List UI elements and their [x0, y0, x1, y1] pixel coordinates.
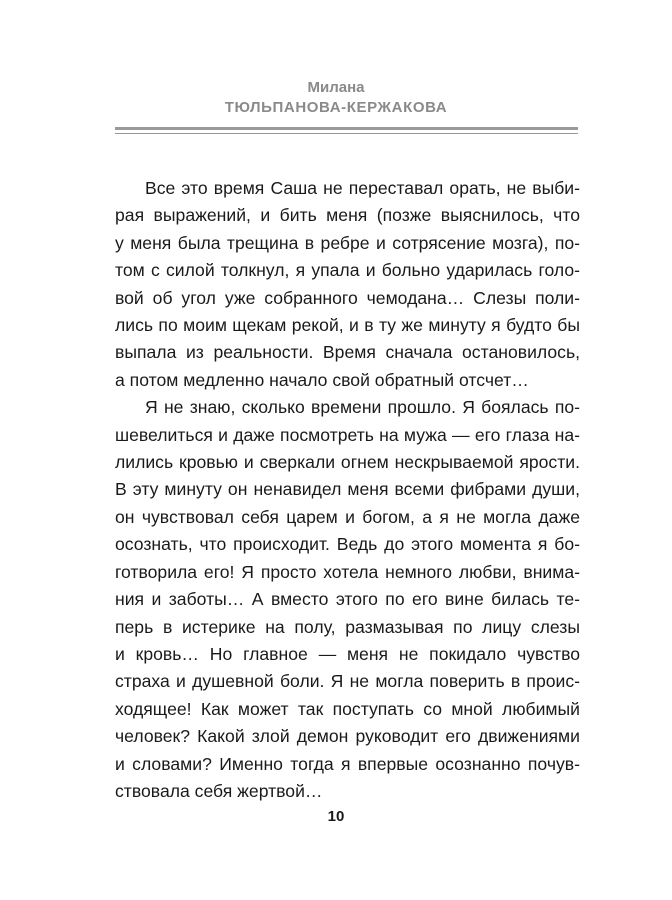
header-rule-thin — [115, 133, 578, 134]
text-line: ния и заботы… А вместо этого по его вине билась те- — [115, 589, 580, 610]
text-line: осознать, что происходит. Ведь до этого момента я бо- — [115, 534, 580, 555]
text-line: лились кровью и сверкали огнем нескрываемой ярости. — [115, 452, 580, 473]
text-line: страха и душевной боли. Я не могла поверить в проис- — [115, 671, 580, 692]
paragraph-container — [115, 175, 580, 805]
author-surname: ТЮЛЬПАНОВА-КЕРЖАКОВА — [224, 99, 448, 116]
text-line: том с силой толкнул, я упала и больно ударилась голо- — [115, 260, 580, 281]
text-line: он чувствовал себя царем и богом, а я не могла даже — [115, 506, 580, 527]
text-line: готворила его! Я просто хотела немного любви, внима- — [115, 561, 580, 582]
body-text — [115, 175, 580, 805]
text-line: человек? Какой злой демон руководит его движениями — [115, 726, 580, 747]
page-number: 10 — [327, 808, 345, 825]
header-rule-thick — [115, 127, 578, 130]
text-line: шевелиться и даже посмотреть на мужа — его глаза на- — [115, 424, 580, 445]
text-line: ходящее! Как может так поступать со мной любимый — [115, 698, 580, 719]
text-line: и словами? Именно тогда я впервые осознанно почув- — [115, 753, 580, 774]
author-first-name: Милана — [307, 79, 365, 96]
text-line: Я не знаю, сколько времени прошло. Я боялась по- — [145, 397, 580, 418]
text-line: перь в истерике на полу, размазывая по лицу слезы — [115, 616, 580, 637]
text-line: и кровь… Но главное — меня не покидало чувство — [115, 643, 580, 664]
paragraph — [115, 175, 580, 394]
text-line: лись по моим щекам рекой, и в ту же минуту я будто бы — [115, 315, 580, 336]
running-header — [0, 78, 672, 118]
text-line: выпала из реальности. Время сначала остановилось, — [115, 342, 580, 363]
text-line: В эту минуту он ненавидел меня всеми фибрами души, — [115, 479, 580, 500]
paragraph — [115, 394, 580, 805]
text-line: а потом медленно начало свой обратный отсчет… — [115, 369, 529, 390]
text-line: ствовала себя жертвой… — [115, 780, 323, 801]
text-line: Все это время Саша не переставал орать, не выби- — [145, 178, 580, 198]
text-line: у меня была трещина в ребре и сотрясение мозга), по- — [115, 232, 580, 253]
text-line: вой об угол уже собранного чемодана… Слезы поли- — [115, 287, 580, 308]
text-line: рая выражений, и бить меня (позже выяснилось, что — [115, 205, 580, 226]
